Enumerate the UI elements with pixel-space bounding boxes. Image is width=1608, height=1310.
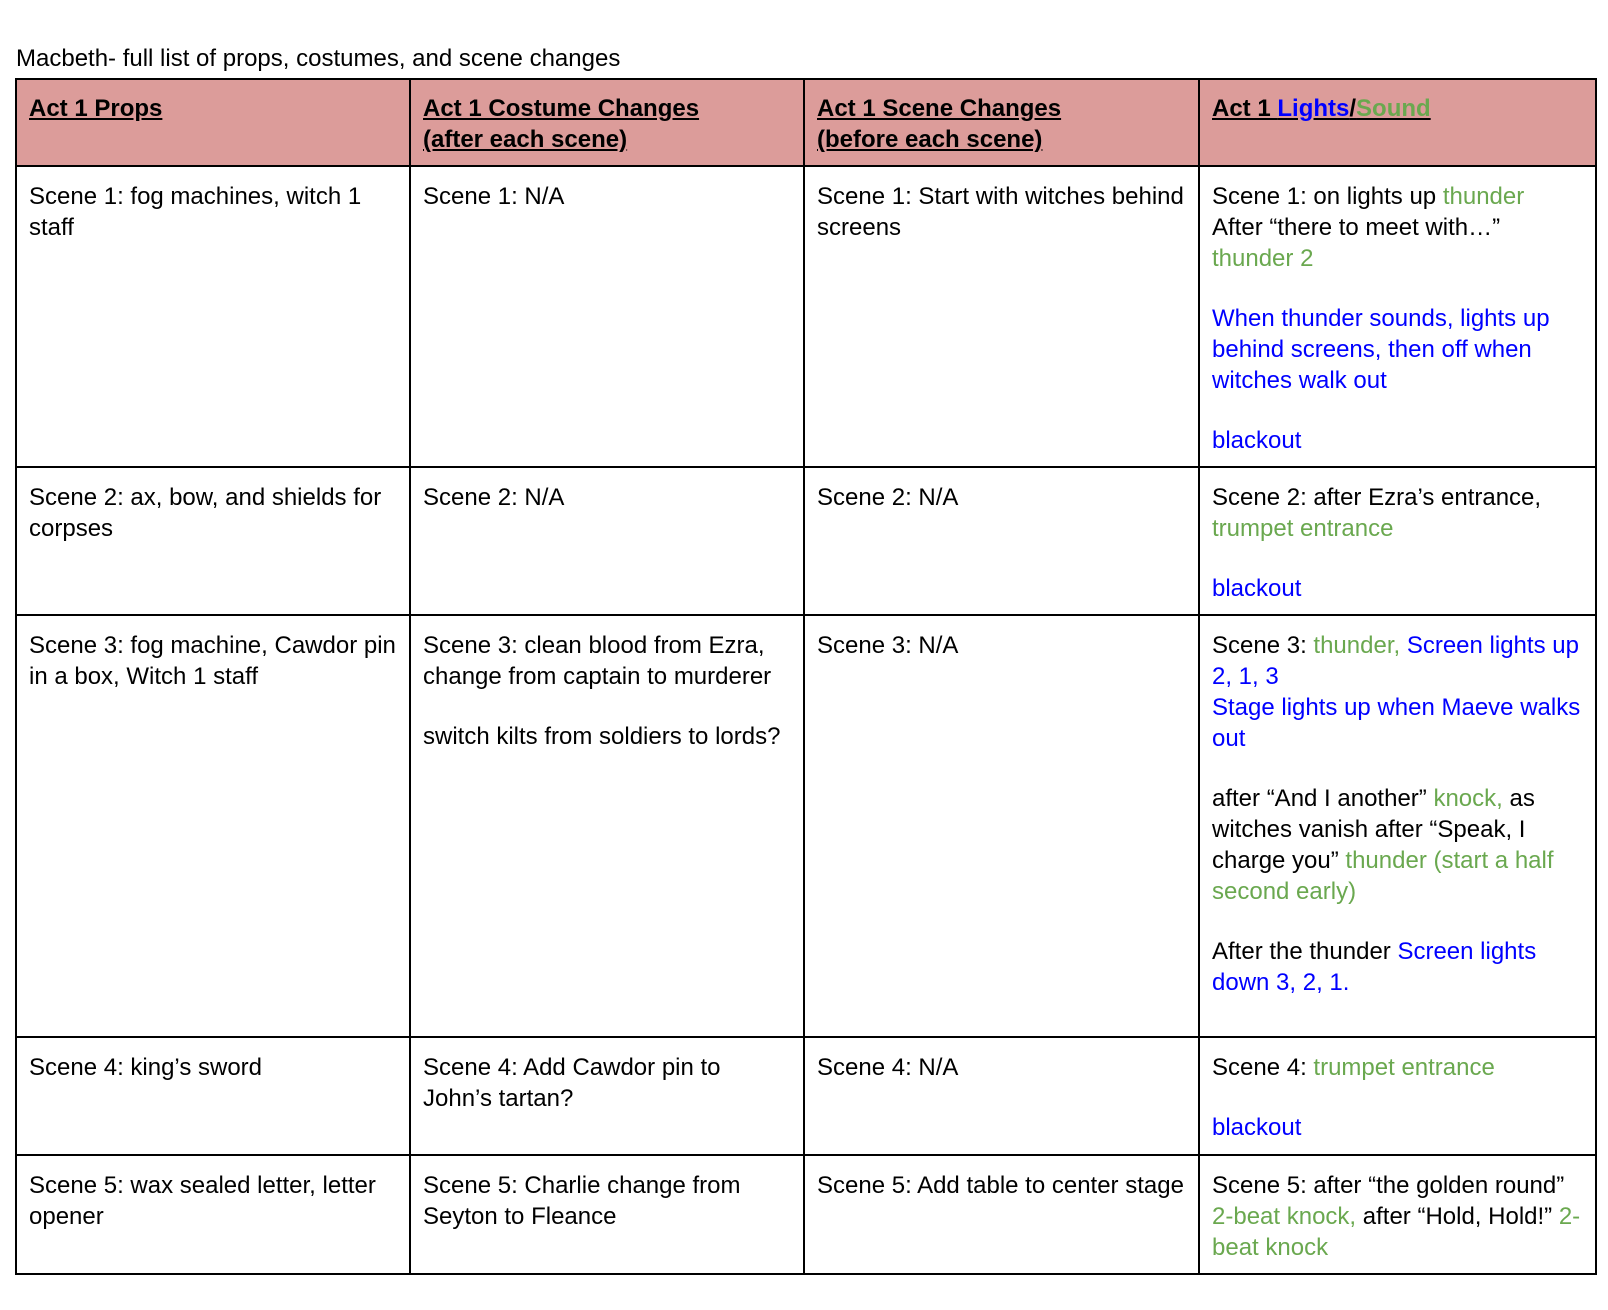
cell-scene[interactable]: Scene 1: Start with witches behind screens [804, 166, 1199, 467]
header-props[interactable]: Act 1 Props [16, 79, 410, 166]
table-row [16, 467, 1596, 615]
header-lights-word: Lights [1277, 95, 1350, 122]
cell-props[interactable]: Scene 4: king’s sword [16, 1037, 410, 1155]
header-slash: / [1349, 95, 1357, 122]
cell-costume[interactable]: Scene 3: clean blood from Ezra, change from captain to murderer switch kilts from soldiers to lords? [410, 615, 804, 1037]
cell-costume[interactable]: Scene 2: N/A [410, 467, 804, 615]
cell-props[interactable]: Scene 2: ax, bow, and shields for corpses [16, 467, 410, 615]
cell-props[interactable]: Scene 1: fog machines, witch 1 staff [16, 166, 410, 467]
header-lights-sound[interactable] [1199, 79, 1596, 166]
table-row [16, 1155, 1596, 1274]
table-row [16, 166, 1596, 467]
cell-lights-sound[interactable]: Scene 2: after Ezra’s entrance, trumpet entrance blackout [1199, 467, 1596, 615]
table-row [16, 1037, 1596, 1155]
header-scene-changes[interactable]: Act 1 Scene Changes (before each scene) [804, 79, 1199, 166]
header-row [16, 79, 1596, 166]
cell-costume[interactable]: Scene 1: N/A [410, 166, 804, 467]
cell-costume[interactable]: Scene 4: Add Cawdor pin to John’s tartan? [410, 1037, 804, 1155]
cell-scene[interactable]: Scene 3: N/A [804, 615, 1199, 1037]
cell-lights-sound[interactable]: Scene 4: trumpet entrance blackout [1199, 1037, 1596, 1155]
props-table [15, 78, 1597, 1275]
table-row [16, 615, 1596, 1037]
cell-lights-sound[interactable]: Scene 5: after “the golden round” 2-beat knock, after “Hold, Hold!” 2-beat knock [1199, 1155, 1596, 1274]
cell-lights-sound[interactable]: Scene 3: thunder, Screen lights up 2, 1, 3 Stage lights up when Maeve walks out after “And I another” knock, as witches vanish after “Speak, I charge you” thunder (start a half second early) After the thunder Screen lights down 3, 2, 1. [1199, 615, 1596, 1037]
cell-scene[interactable]: Scene 5: Add table to center stage [804, 1155, 1199, 1274]
cell-scene[interactable]: Scene 2: N/A [804, 467, 1199, 615]
cell-scene[interactable]: Scene 4: N/A [804, 1037, 1199, 1155]
cell-lights-sound[interactable]: Scene 1: on lights up thunder After “there to meet with…” thunder 2 When thunder sounds, lights up behind screens, then off when witches walk out blackout [1199, 166, 1596, 467]
header-costume-changes[interactable]: Act 1 Costume Changes (after each scene) [410, 79, 804, 166]
cell-props[interactable]: Scene 3: fog machine, Cawdor pin in a box, Witch 1 staff [16, 615, 410, 1037]
document-title: Macbeth- full list of props, costumes, and scene changes [16, 45, 621, 72]
header-sound-word: Sound [1356, 95, 1431, 122]
cell-costume[interactable]: Scene 5: Charlie change from Seyton to Fleance [410, 1155, 804, 1274]
header-lights-prefix: Act 1 [1212, 95, 1278, 122]
cell-props[interactable]: Scene 5: wax sealed letter, letter opener [16, 1155, 410, 1274]
